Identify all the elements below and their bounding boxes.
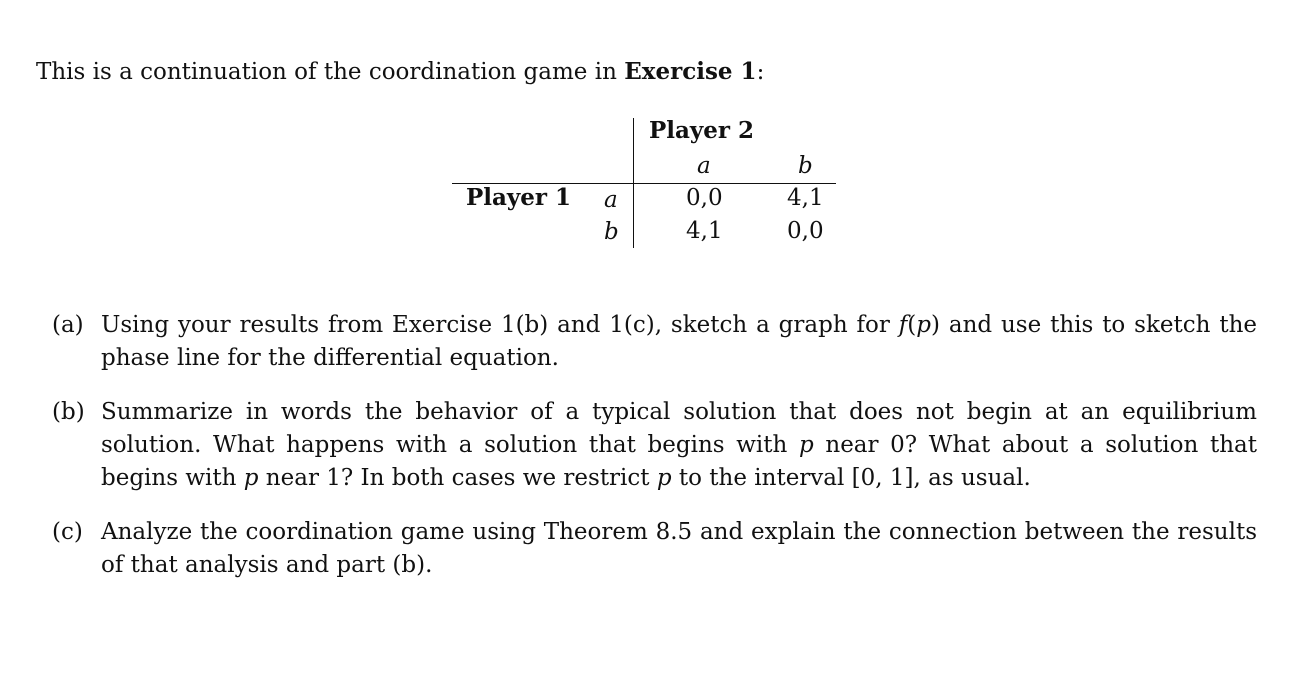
part-b-text: Summarize in words the behavior of a typical solution that does not begin at an equilibrium solution. What happens with a solution that begins with p near 0? What about a solution that begins with p near 1? In both cases we restrict p to the interval [0, 1], as usual. bbox=[101, 399, 1257, 491]
intro-colon: : bbox=[756, 59, 765, 85]
exercise-part-a bbox=[52, 309, 1257, 375]
column-strategy-a: a bbox=[697, 153, 711, 179]
column-strategy-b: b bbox=[798, 153, 813, 179]
payoff-matrix bbox=[0, 0, 1290, 260]
payoff-cell: 4,1 bbox=[686, 218, 723, 244]
exercise-part-c bbox=[52, 516, 1257, 582]
part-a-label: (a) bbox=[52, 312, 84, 338]
payoff-cell: 0,0 bbox=[686, 185, 723, 211]
exercise-reference: Exercise 1 bbox=[624, 58, 757, 85]
row-strategy-a: a bbox=[604, 187, 618, 213]
payoff-cell: 0,0 bbox=[787, 218, 824, 244]
part-c-label: (c) bbox=[52, 519, 83, 545]
payoff-cell: 4,1 bbox=[787, 185, 824, 211]
part-c-text: Analyze the coordination game using Theorem 8.5 and explain the connection between the results of that analysis and part (b). bbox=[101, 519, 1257, 578]
column-player-label: Player 2 bbox=[649, 117, 755, 144]
row-strategy-b: b bbox=[604, 219, 619, 245]
row-player-label: Player 1 bbox=[466, 184, 572, 211]
intro-text: This is a continuation of the coordination game in bbox=[36, 59, 625, 85]
exercise-part-b bbox=[52, 396, 1257, 495]
part-b-label: (b) bbox=[52, 399, 85, 425]
part-a-text: Using your results from Exercise 1(b) and 1(c), sketch a graph for f(p) and use this to sketch the phase line for the differential equation. bbox=[101, 312, 1257, 371]
